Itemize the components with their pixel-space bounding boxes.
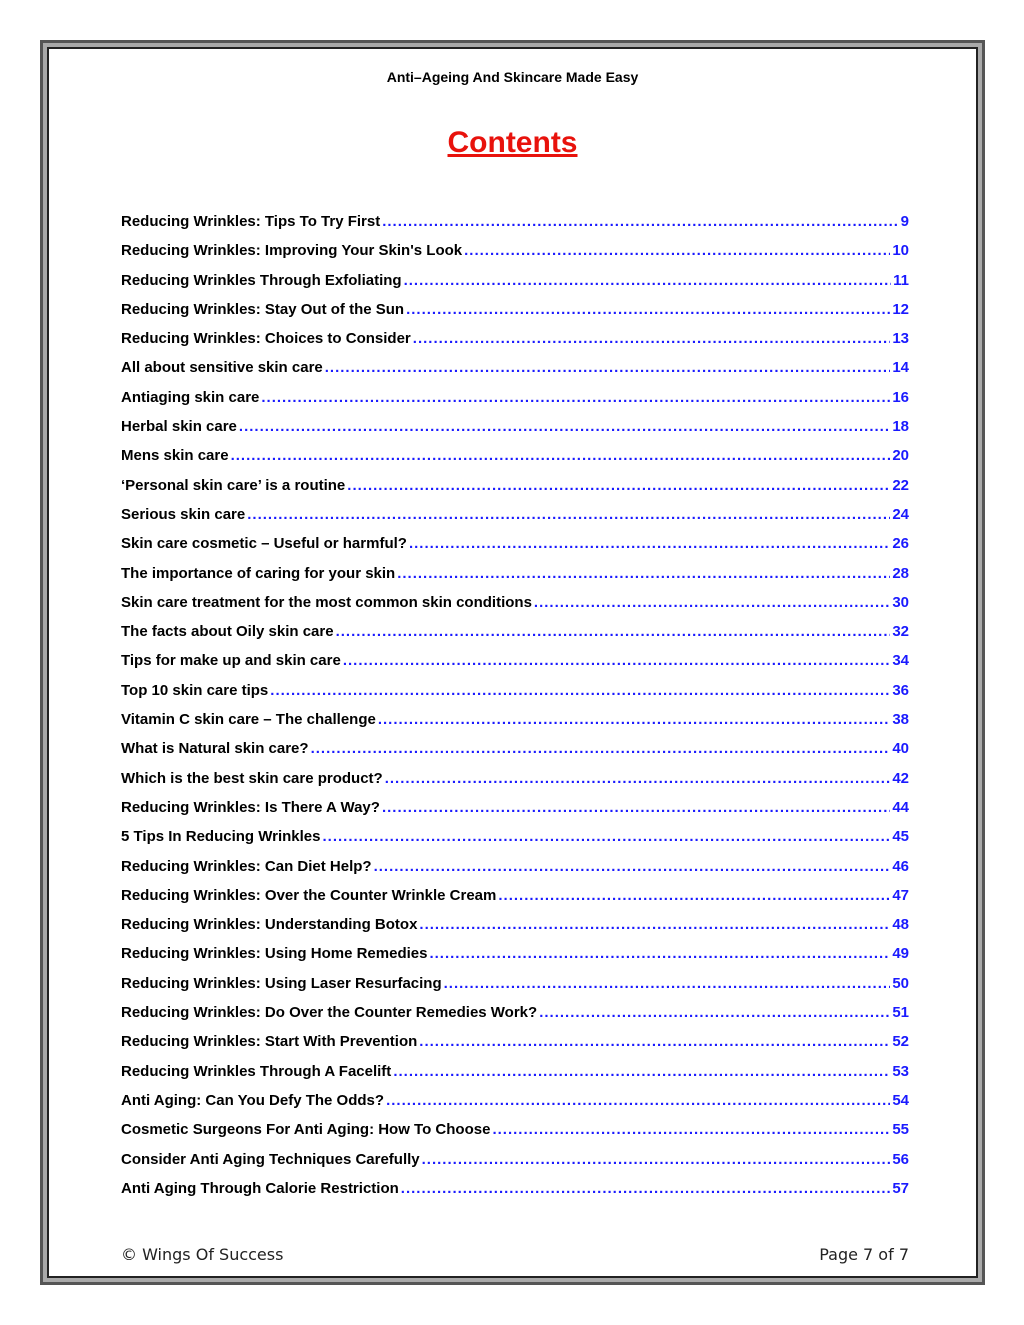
- toc-entry-page[interactable]: 36: [892, 681, 909, 699]
- toc-dot-leader: [498, 887, 890, 904]
- toc-entry-page[interactable]: 55: [892, 1121, 909, 1139]
- toc-entry-page[interactable]: 53: [892, 1062, 909, 1080]
- toc-entry[interactable]: [121, 1033, 909, 1062]
- toc-entry-title[interactable]: Cosmetic Surgeons For Anti Aging: How To Choose: [121, 1121, 491, 1139]
- toc-entry-title[interactable]: Reducing Wrinkles: Understanding Botox: [121, 916, 418, 934]
- toc-dot-leader: [378, 711, 890, 728]
- toc-entry-title[interactable]: Reducing Wrinkles: Tips To Try First: [121, 213, 381, 230]
- toc-entry-page[interactable]: 40: [892, 740, 909, 758]
- toc-entry-page[interactable]: 45: [892, 828, 909, 846]
- toc-entry-page[interactable]: 52: [892, 1033, 909, 1051]
- toc-entry[interactable]: [121, 682, 909, 711]
- toc-entry-title[interactable]: Reducing Wrinkles: Stay Out of the Sun: [121, 300, 405, 318]
- toc-entry-title[interactable]: Reducing Wrinkles: Using Home Remedies: [121, 945, 428, 963]
- footer-page-number: Page 7 of 7: [819, 1245, 909, 1264]
- toc-entry-page[interactable]: 46: [892, 857, 909, 875]
- toc-entry-title[interactable]: What is Natural skin care?: [121, 740, 309, 758]
- toc-entry-page[interactable]: 57: [892, 1179, 909, 1197]
- toc-entry-title[interactable]: Reducing Wrinkles: Start With Prevention: [121, 1033, 418, 1051]
- toc-entry-title[interactable]: Reducing Wrinkles Through Exfoliating: [121, 271, 402, 289]
- toc-entry[interactable]: [121, 1004, 909, 1033]
- toc-entry-page[interactable]: 47: [892, 886, 909, 904]
- toc-entry-title[interactable]: Reducing Wrinkles: Is There A Way?: [121, 798, 380, 816]
- toc-entry-title[interactable]: Antiaging skin care: [121, 388, 260, 406]
- toc-entry-title[interactable]: Skin care treatment for the most common skin conditions: [121, 593, 532, 611]
- toc-dot-leader: [419, 1033, 890, 1050]
- toc-entry[interactable]: [121, 975, 909, 1004]
- toc-entry[interactable]: [121, 945, 909, 974]
- toc-entry-title[interactable]: Reducing Wrinkles: Choices to Consider: [121, 330, 411, 348]
- toc-entry-page[interactable]: 44: [892, 798, 909, 816]
- toc-entry[interactable]: [121, 740, 909, 769]
- toc-entry-title[interactable]: Which is the best skin care product?: [121, 769, 383, 787]
- toc-dot-leader: [382, 213, 898, 230]
- toc-dot-leader: [404, 272, 892, 289]
- toc-entry[interactable]: [121, 887, 909, 916]
- toc-entry-title[interactable]: Herbal skin care: [121, 418, 237, 436]
- toc-entry-page[interactable]: 28: [892, 564, 909, 582]
- toc-entry-page[interactable]: 50: [892, 974, 909, 992]
- toc-entry[interactable]: [121, 858, 909, 887]
- toc-dot-leader: [336, 623, 891, 640]
- toc-entry-page[interactable]: 54: [892, 1091, 909, 1109]
- toc-entry[interactable]: [121, 799, 909, 828]
- page-frame: [47, 47, 978, 1278]
- toc-entry[interactable]: [121, 477, 909, 506]
- toc-dot-leader: [311, 740, 891, 757]
- toc-dot-leader: [231, 447, 891, 464]
- toc-entry[interactable]: [121, 1063, 909, 1092]
- toc-entry-page[interactable]: 18: [892, 418, 909, 436]
- toc-entry-title[interactable]: All about sensitive skin care: [121, 359, 323, 377]
- toc-entry[interactable]: [121, 1180, 909, 1209]
- toc-entry-title[interactable]: Serious skin care: [121, 505, 246, 523]
- toc-entry[interactable]: [121, 242, 909, 271]
- page-footer: [121, 1245, 909, 1264]
- toc-entry[interactable]: [121, 330, 909, 359]
- toc-entry-page[interactable]: 10: [892, 242, 909, 260]
- toc-entry[interactable]: [121, 535, 909, 564]
- toc-entry-title[interactable]: The facts about Oily skin care: [121, 623, 334, 641]
- toc-dot-leader: [323, 828, 891, 845]
- toc-dot-leader: [492, 1121, 890, 1138]
- page-header: Anti–Ageing And Skincare Made Easy: [386, 69, 639, 85]
- toc-dot-leader: [419, 916, 890, 933]
- toc-entry-title[interactable]: Reducing Wrinkles: Can Diet Help?: [121, 857, 372, 875]
- toc-entry-page[interactable]: 56: [892, 1150, 909, 1168]
- toc-entry[interactable]: [121, 359, 909, 388]
- toc-entry-page[interactable]: 16: [892, 388, 909, 406]
- toc-entry-title[interactable]: Reducing Wrinkles: Using Laser Resurfacing: [121, 974, 442, 992]
- footer-copyright: © Wings Of Success: [121, 1245, 284, 1264]
- toc-entry[interactable]: [121, 711, 909, 740]
- toc-entry[interactable]: [121, 565, 909, 594]
- toc-dot-leader: [422, 1151, 891, 1168]
- toc-entry-title[interactable]: The importance of caring for your skin: [121, 564, 396, 582]
- toc-dot-leader: [325, 359, 891, 376]
- toc-dot-leader: [401, 1180, 891, 1197]
- toc-entry-title[interactable]: Skin care cosmetic – Useful or harmful?: [121, 535, 407, 553]
- toc-dot-leader: [239, 418, 890, 435]
- toc-entry-page[interactable]: 34: [892, 652, 909, 670]
- toc-entry-title[interactable]: Mens skin care: [121, 447, 229, 465]
- toc-dot-leader: [413, 330, 891, 347]
- toc-entry-title[interactable]: Reducing Wrinkles: Improving Your Skin's Look: [121, 242, 463, 260]
- toc-entry-title[interactable]: Anti Aging: Can You Defy The Odds?: [121, 1091, 385, 1109]
- toc-entry[interactable]: [121, 652, 909, 681]
- toc-entry[interactable]: [121, 389, 909, 418]
- toc-entry-title[interactable]: Tips for make up and skin care: [121, 652, 341, 670]
- toc-entry[interactable]: [121, 301, 909, 330]
- toc-entry-page[interactable]: 51: [892, 1004, 909, 1022]
- toc-entry-page[interactable]: 11: [893, 271, 909, 289]
- toc-entry-title[interactable]: 5 Tips In Reducing Wrinkles: [121, 828, 321, 846]
- toc-entry[interactable]: [121, 1151, 909, 1180]
- toc-dot-leader: [393, 1063, 890, 1080]
- toc-dot-leader: [534, 594, 890, 611]
- toc-dot-leader: [343, 652, 891, 669]
- toc-entry-title[interactable]: Reducing Wrinkles Through A Facelift: [121, 1062, 392, 1080]
- toc-entry-page[interactable]: 24: [892, 505, 909, 523]
- toc-entry[interactable]: [121, 272, 909, 301]
- toc-entry-title[interactable]: Vitamin C skin care – The challenge: [121, 711, 376, 729]
- toc-entry-title[interactable]: Anti Aging Through Calorie Restriction: [121, 1179, 399, 1197]
- toc-dot-leader: [406, 301, 890, 318]
- toc-dot-leader: [444, 975, 891, 992]
- toc-entry-page[interactable]: 32: [892, 623, 909, 641]
- toc-entry-page[interactable]: 9: [900, 213, 909, 230]
- toc-entry[interactable]: [121, 828, 909, 857]
- toc-dot-leader: [464, 242, 890, 259]
- toc-entry-page[interactable]: 12: [892, 300, 909, 318]
- toc-dot-leader: [385, 770, 891, 787]
- toc-entry-page[interactable]: 49: [892, 945, 909, 963]
- toc-dot-leader: [374, 858, 891, 875]
- toc-entry[interactable]: [121, 213, 909, 242]
- toc-entry[interactable]: [121, 1092, 909, 1121]
- toc-dot-leader: [429, 945, 890, 962]
- toc-entry-page[interactable]: 14: [892, 359, 909, 377]
- toc-entry[interactable]: [121, 916, 909, 945]
- toc-entry-page[interactable]: 26: [892, 535, 909, 553]
- toc-entry[interactable]: [121, 770, 909, 799]
- toc-dot-leader: [261, 389, 890, 406]
- toc-dot-leader: [270, 682, 890, 699]
- toc-entry-page[interactable]: 48: [892, 916, 909, 934]
- page-frame-outer: [40, 40, 985, 1285]
- toc-dot-leader: [386, 1092, 890, 1109]
- toc-entry-title[interactable]: Reducing Wrinkles: Over the Counter Wrinkle Cream: [121, 886, 497, 904]
- page-title: Contents: [447, 126, 578, 159]
- toc-dot-leader: [409, 535, 890, 552]
- toc-entry[interactable]: [121, 506, 909, 535]
- toc-entry-page[interactable]: 38: [892, 711, 909, 729]
- toc-dot-leader: [539, 1004, 890, 1021]
- table-of-contents: [121, 213, 909, 1209]
- toc-entry-page[interactable]: 42: [892, 769, 909, 787]
- toc-entry-page[interactable]: 13: [892, 330, 909, 348]
- toc-entry-title[interactable]: Top 10 skin care tips: [121, 681, 269, 699]
- toc-entry[interactable]: [121, 447, 909, 476]
- toc-dot-leader: [382, 799, 890, 816]
- toc-entry-title[interactable]: ‘Personal skin care’ is a routine: [121, 476, 346, 494]
- toc-entry-title[interactable]: Reducing Wrinkles: Do Over the Counter Remedies Work?: [121, 1004, 538, 1022]
- toc-entry-title[interactable]: Consider Anti Aging Techniques Carefully: [121, 1150, 420, 1168]
- toc-entry-page[interactable]: 22: [892, 476, 909, 494]
- toc-entry[interactable]: [121, 623, 909, 652]
- toc-dot-leader: [247, 506, 890, 523]
- toc-entry[interactable]: [121, 1121, 909, 1150]
- toc-entry[interactable]: [121, 594, 909, 623]
- toc-entry-page[interactable]: 20: [892, 447, 909, 465]
- toc-dot-leader: [397, 565, 890, 582]
- toc-dot-leader: [347, 477, 890, 494]
- toc-entry[interactable]: [121, 418, 909, 447]
- toc-entry-page[interactable]: 30: [892, 593, 909, 611]
